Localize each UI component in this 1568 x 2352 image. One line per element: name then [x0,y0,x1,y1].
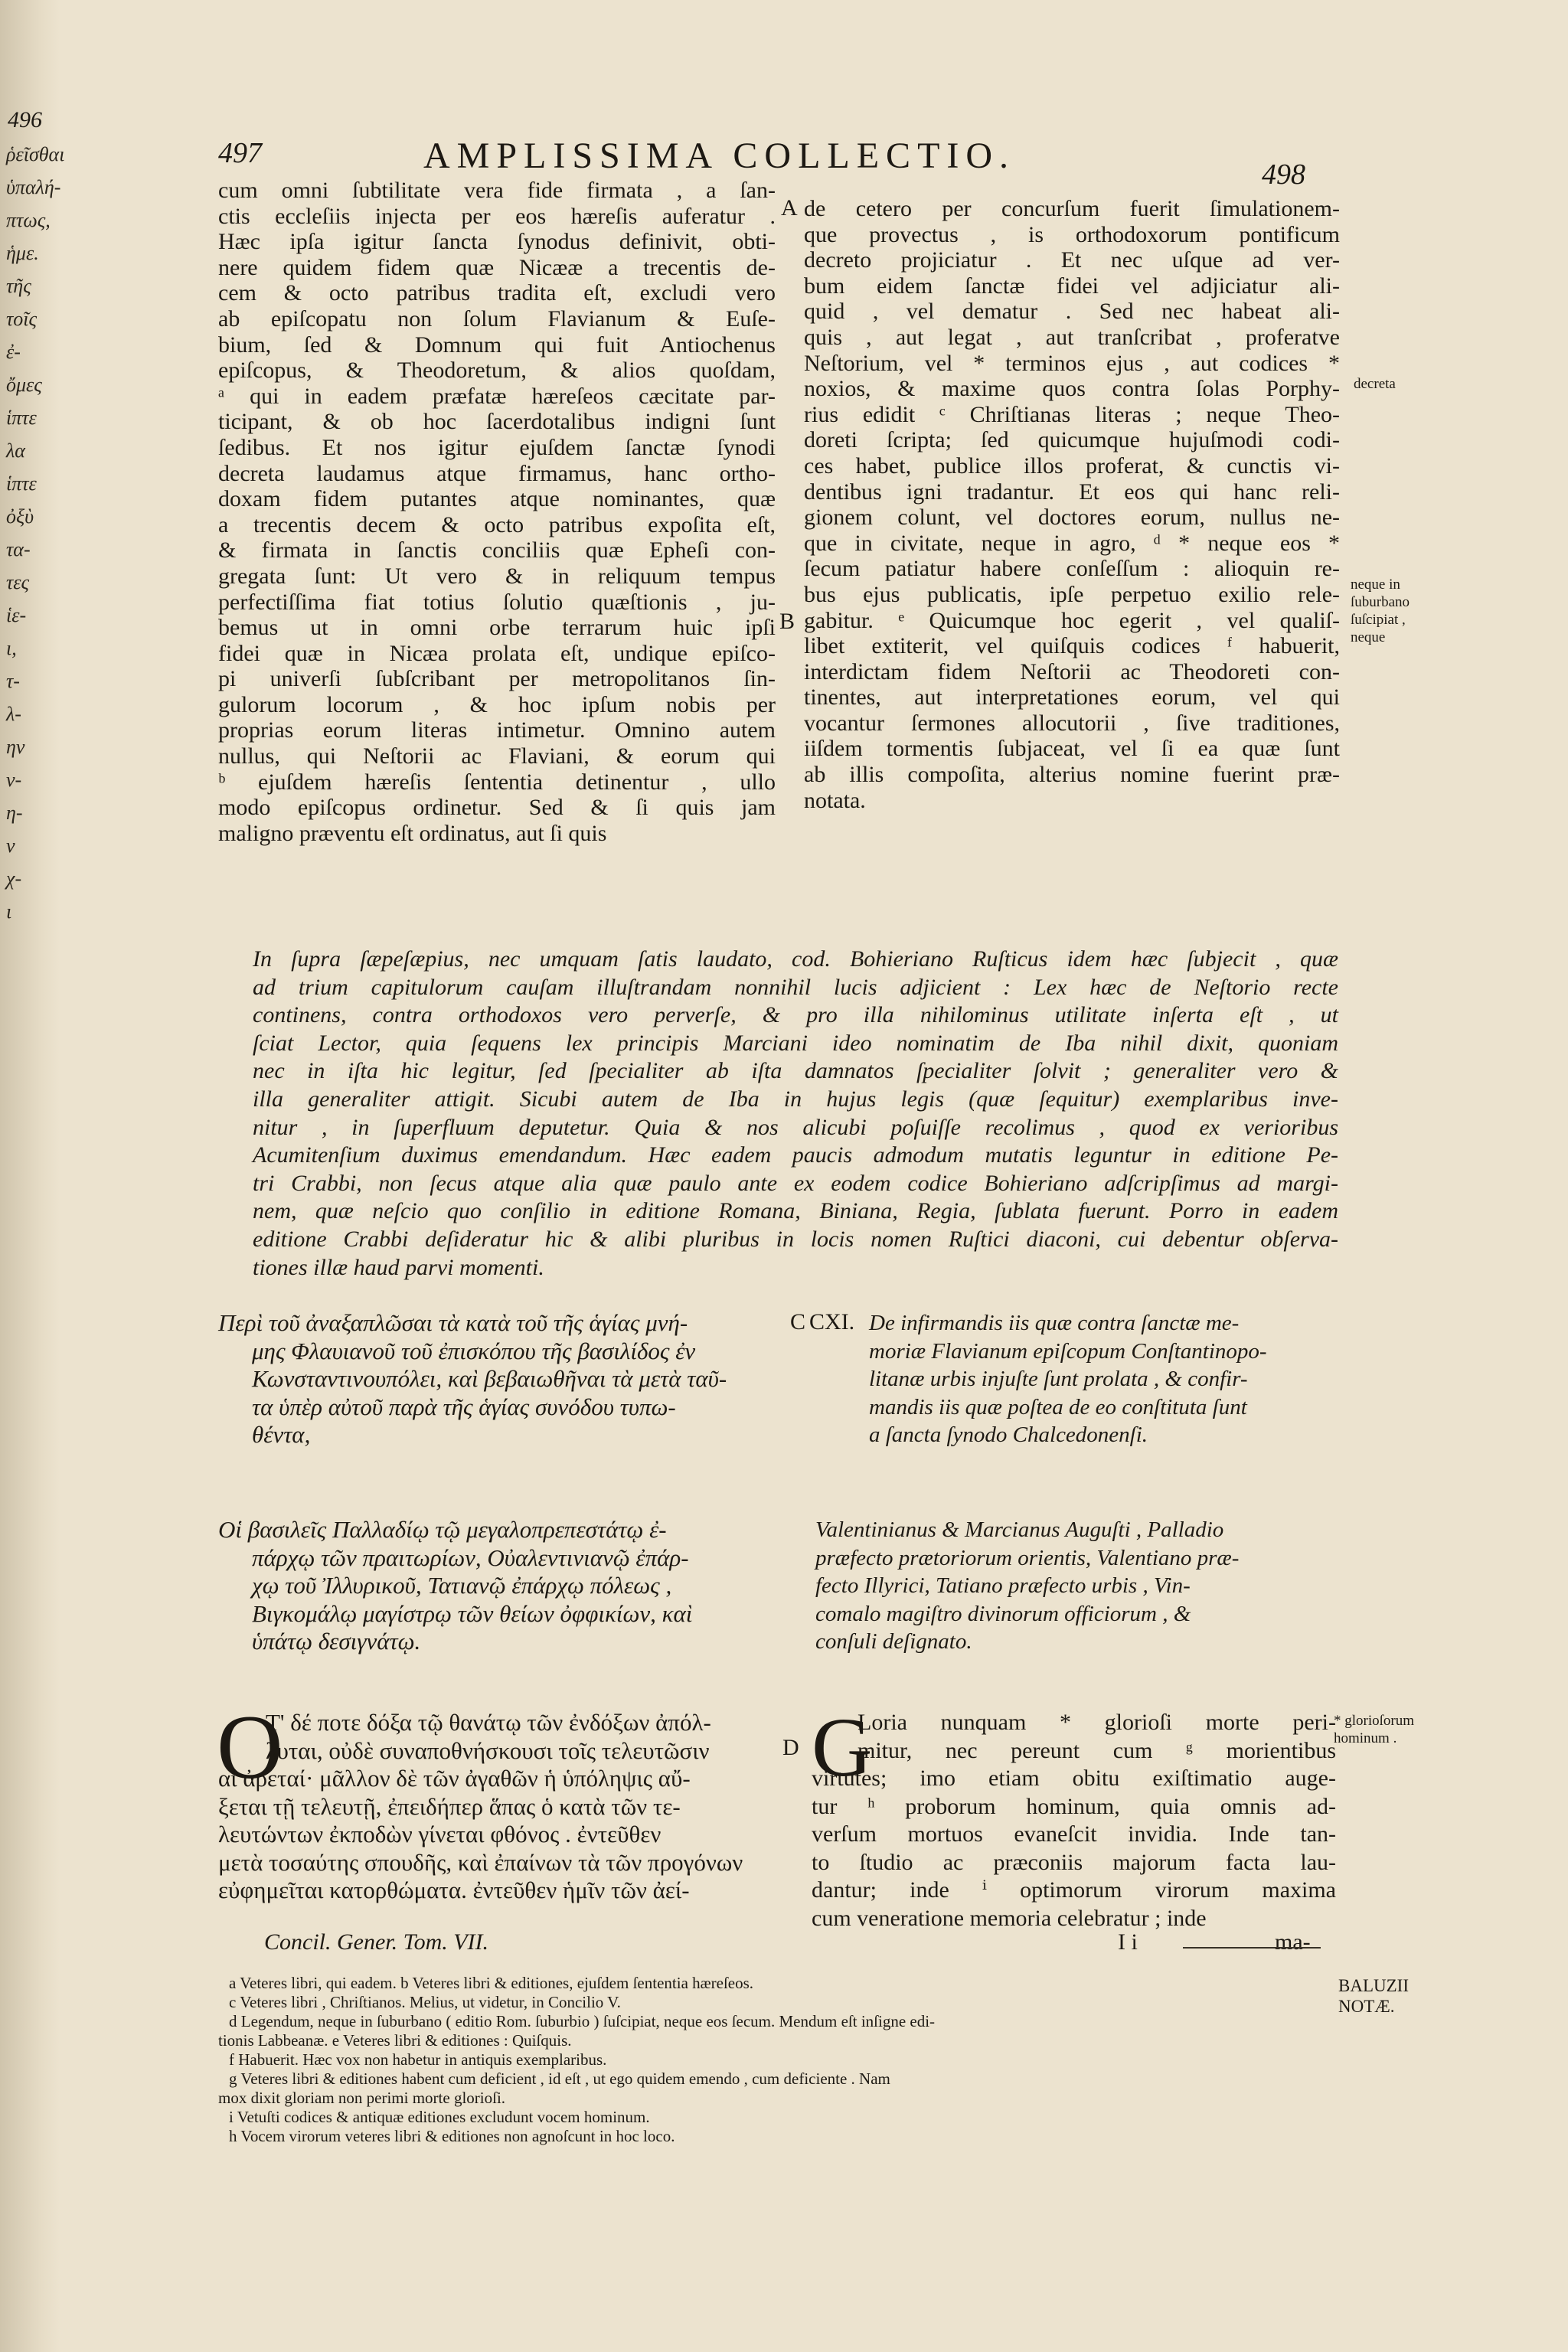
margin-note-line: ſuſcipiat , [1351,612,1406,628]
edict-greek-line: εὐφημεῖται κατορθώματα. ἐντεῦθεν ἡμῖν τῶν ἀεί- [218,1877,690,1903]
edict-latin [812,1700,1336,1932]
prev-fragment-line: τ- [6,670,20,692]
cxi-latin-line: moriæ Flavianum epiſcopum Conſtantinopo- [869,1338,1267,1364]
right-column-line: de cetero per concurſum fuerit ſimulationem- [804,196,1340,221]
right-column-line: interdictam fidem Neſtorii ac Theodoreti con- [804,658,1340,684]
commentary-line: Acumitenſium duximus emendandum. Hæc eadem paucis admodum mutatis leguntur in editione Pe- [253,1142,1338,1168]
edict-latin-line: Loria nunquam * glorioſi morte peri- [858,1710,1336,1735]
prev-fragment-line: ἱε- [6,604,27,626]
prev-fragment-line: ι, [6,637,17,659]
right-column-line: Neſtorium, vel * terminos ejus , aut codices * [804,350,1340,376]
page-number-left: 497 [218,137,262,169]
right-column-line: notata. [804,787,866,813]
commentary-line: tri Crabbi, non ſecus atque alia quæ paulo ante ex eodem codice Bohieriano adſcripſimus ad margi- [253,1170,1338,1196]
prev-fragment-line: ἱπτε [6,407,37,429]
catchword: ma- [1275,1929,1311,1955]
previous-page-number: 496 [8,107,42,132]
commentary-line: editione Crabbi deſideratur hic & alibi pluribus in locis nomen Ruſtici diaconi, cui debentur obſerva- [253,1226,1338,1252]
cxi-greek-line: θέντα, [252,1421,311,1448]
commentary-line: In ſupra ſæpeſæpius, nec umquam ſatis laudato, cod. Bohieriano Ruſticus idem hæc ſubjecit , quæ [253,946,1338,972]
prev-fragment-line: ι [6,900,12,923]
section-letter-c: C [790,1309,806,1334]
commentary-line: illa generaliter attigit. Sicubi autem de Iba in hujus legis (quæ ſequitur) exemplaribus inve- [253,1086,1338,1112]
left-column-line: bium, ſed & Domnum qui fuit Antiochenus [218,332,776,358]
greek-drop-capital: Ο [217,1696,283,1798]
chapter-number: CXI. [809,1309,855,1334]
commentary-line: nitur , in ſuperfluum deputetur. Quia & nos alicubi poſuiſſe recolimus , quod ex verioribus [253,1114,1338,1140]
edict-latin-line: to ſtudio ac præconiis majorum facta lau- [812,1849,1336,1875]
right-column-line: decreto projiciatur . Et nec uſque ad ver- [804,247,1340,273]
text-column-left [218,178,776,846]
baluzii-line: NOTÆ. [1338,1997,1395,2016]
right-column-line: ces habet, publice illos proferat, & cunctis vi- [804,452,1340,479]
signature-mark: I i [1118,1929,1138,1955]
address-latin-line: conſuli deſignato. [815,1629,972,1654]
prev-fragment-line: ἱπτε [6,472,37,495]
edict-latin-line: mitur, nec pereunt cum ᵍ morientibus [858,1737,1336,1763]
prev-fragment-line: ῥεῖσθαι [6,143,65,165]
left-column-line: doxam fidem putantes atque nominantes, quæ [218,486,776,512]
address-greek-line: χῳ τοῦ Ἰλλυρικοῦ, Τατιανῷ ἐπάρχῳ πόλεως , [252,1572,672,1599]
left-column-line: ſedibus. Et nos igitur ejuſdem ſanctæ ſynodi [218,434,776,460]
previous-page-fragments [6,138,65,928]
baluzii-line: BALUZII [1338,1976,1409,1995]
editor-commentary [253,946,1338,1282]
right-column-line: que provectus , is orthodoxorum pontificum [804,221,1340,247]
left-column-line: Hæc ipſa igitur ſancta ſynodus definivit, obti- [218,229,776,255]
commentary-line: nem, quæ neſcio quo conſilio in editione Romana, Biniana, Regia, ſublata fuerunt. Porro in eadem [253,1198,1338,1224]
right-column-line: iiſdem tormentis ſubjaceat, vel ſi ea quæ ſunt [804,736,1340,762]
right-column-line: doreti ſcripta; ſed quicumque hujuſmodi codi- [804,427,1340,453]
left-column-line: nere quidem fidem quæ Nicææ a trecentis de- [218,254,776,280]
address-latin-line: Valentinianus & Marcianus Auguſti , Palladio [815,1517,1224,1542]
edict-greek-line: ξεται τῇ τελευτῇ, ἐπειδήπερ ἅπας ὁ κατὰ τῶν τε- [218,1792,681,1820]
prev-fragment-line: ην [6,736,25,758]
prev-fragment-line: τοῖς [6,308,38,330]
edict-latin-line: verſum mortuos evaneſcit invidia. Inde tan- [812,1821,1336,1847]
left-column-line: cem & octo patribus tradita eſt, excludi vero [218,280,776,306]
prev-fragment-line: η- [6,802,23,824]
footnotes [218,1974,1328,2146]
right-column-line: tinentes, aut interpretationes eorum, vel qui [804,684,1340,710]
address-greek-line: πάρχῳ τῶν πραιτωρίων, Οὐαλεντινιανῷ ἐπάρ- [252,1544,689,1571]
cxi-greek-line: τα ὑπὲρ αὐτοῦ παρὰ τῆς ἁγίας συνόδου τυπω- [252,1393,676,1420]
address-latin-line: fecto Illyrici, Tatiano præfecto urbis , Vin- [815,1573,1191,1598]
prev-fragment-line: τα- [6,538,31,560]
right-column-line: gabitur. ᵉ Quicumque hoc egerit , vel qualiſ- [804,607,1340,633]
edict-greek [217,1696,743,1905]
baluzii-notae-label [1338,1975,1409,2017]
prev-fragment-line: ὑπαλή- [6,176,61,198]
prev-fragment-line: λα [6,439,25,462]
prev-fragment-line: ν [6,835,15,857]
left-column-line: ᵇ ejuſdem hæreſis ſententia detinentur , ullo [218,769,776,795]
prev-fragment-line: ἡμε. [6,242,39,264]
edict-latin-line: tur ʰ proborum hominum, quia omnis ad- [812,1793,1336,1819]
right-column-line: que in civitate, neque in agro, ᵈ * neque eos * [804,530,1340,556]
cxi-greek-line: Κωνσταντινουπόλει, καὶ βεβαιωθῆναι τὰ μετὰ ταῦ- [252,1365,727,1392]
cxi-latin-heading [869,1309,1267,1449]
footnote-line: f Habuerit. Hæc vox non habetur in antiquis exemplaribus. [229,2050,607,2069]
margin-note-decreta: decreta [1354,376,1396,392]
margin-note-gloriosorum [1334,1712,1414,1747]
address-latin-line: præfecto prætoriorum orientis, Valentiano præ- [815,1545,1240,1570]
prev-fragment-line: ὄμες [6,374,42,396]
left-column-line: decreta laudamus atque firmamus, hanc ortho- [218,460,776,486]
right-column-line: quid , vel dematur . Sed nec habeat ali- [804,299,1340,325]
section-letter-d: D [782,1735,799,1760]
commentary-line: nec in iſta hic legitur, ſed ſpecialiter ab iſta damnatos ſpecialiter ſolvit ; generaliter vero & [253,1058,1338,1084]
edict-greek-line: Τ' δέ ποτε δόξα τῷ θανάτῳ τῶν ἐνδόξων ἀπόλ- [266,1709,711,1736]
cxi-latin-line: a ſancta ſynodo Chalcedonenſi. [869,1423,1148,1447]
left-column-line: proprias eorum literas intimetur. Omnino autem [218,717,776,743]
address-greek-line: Οἱ βασιλεῖς Παλλαδίῳ τῷ μεγαλοπρεπεστάτῳ ἐ- [218,1516,667,1543]
edict-greek-line: λευτώντων ἐκποδὼν γίνεται φθόνος . ἐντεῦθεν [218,1821,662,1847]
left-column-line: ctis eccleſiis injecta per eos hæreſis auferatur . [218,203,776,229]
cxi-greek-heading [218,1309,727,1449]
section-letter-a: A [781,195,798,220]
left-column-line: gregata ſunt: Ut vero & in reliquum tempus [218,563,776,589]
prev-fragment-line: τες [6,571,30,593]
right-column-line: gionem colunt, vel doctores eorum, nullus ne- [804,505,1340,531]
cxi-latin-line: litanæ urbis injuſte ſunt prolata , & confir- [869,1367,1248,1391]
right-column-line: ſecum patiatur habere conſeſſum : alioquin re- [804,556,1340,582]
right-column-line: bum eidem ſanctæ fidei vel adjiciatur ali- [804,273,1340,299]
commentary-line: tiones illæ haud parvi momenti. [253,1254,544,1280]
right-column-line: dentibus igni tradantur. Et eos qui hanc reli- [804,479,1340,505]
prev-fragment-line: χ- [6,867,22,890]
footnote-line: h Vocem virorum veteres libri & editiones non agnoſcunt in hoc loco. [229,2127,675,2145]
edict-greek-line: λυται, οὐδὲ συναποθνήσκουσι τοῖς τελευτῶσιν [266,1736,710,1764]
right-column-line: libet extiterit, vel quiſquis codices ᶠ habuerit, [804,633,1340,659]
footnote-line: d Legendum, neque in ſuburbano ( editio Rom. ſuburbio ) ſuſcipiat, neque eos ſecum. Mendum eſt inſigne edi- [229,2012,936,2030]
right-column-line: rius edidit ᶜ Chriſtianas literas ; neque Theo- [804,401,1340,427]
edict-latin-line: virtutes; imo etiam obitu exiſtimatio auge- [812,1766,1336,1791]
right-column-line: noxios, & maxime quos contra ſolas Porphy- [804,376,1340,402]
address-greek-line: ὑπάτῳ δεσιγνάτῳ. [252,1628,421,1655]
left-column-line: ab epiſcopatu non ſolum Flavianum & Euſe- [218,305,776,332]
right-column-line: quis , aut legat , aut tranſcribat , proferatve [804,324,1340,350]
left-column-line: & firmata in ſanctis conciliis quæ Epheſi con- [218,537,776,564]
commentary-line: ad trium capitulorum cauſam illuſtrandam nonnihil lucis adjicient : Lex hæc de Neſtorio recte [253,974,1338,1000]
latin-drop-capital: G [812,1700,873,1794]
cxi-greek-line: Περὶ τοῦ ἀναξαπλῶσαι τὰ κατὰ τοῦ τῆς ἁγίας μνή- [218,1309,688,1336]
prev-fragment-line: ἐ- [6,341,21,363]
left-column-line: epiſcopus, & Theodoretum, & alios quoſdam, [218,358,776,384]
footnote-line: a Veteres libri, qui eadem. b Veteres libri & editiones, ejuſdem ſententia hæreſeos. [229,1974,754,1992]
edict-greek-line: μετὰ τοσαύτης σπουδῆς, καὶ ἐπαίνων τὰ τῶν προγόνων [218,1848,743,1876]
address-greek [218,1516,692,1656]
left-column-line: ᵃ qui in eadem præfatæ hæreſeos cæcitate par- [218,383,776,409]
margin-note-line: neque in [1351,577,1400,593]
text-column-right [804,196,1340,813]
commentary-line: continens, contra orthodoxos vero perverſe, & pro illa nihilominus utilitate inſerta eſt , ut [253,1002,1338,1028]
section-letter-b: B [779,609,795,634]
address-latin [815,1516,1239,1656]
right-column-line: ab illis compoſita, alterius nomine fuerint præ- [804,762,1340,788]
left-column-line: bemus ut in omni orbe terrarum huic ipſi [218,615,776,641]
left-column-line: pi univerſi ſubſcribant per metropolitanos ſin- [218,666,776,692]
prev-fragment-line: ὀξὺ [6,505,34,528]
edict-end-rule [1183,1947,1321,1949]
footnote-line: tionis Labbeanæ. e Veteres libri & editiones : Quiſquis. [218,2031,572,2050]
commentary-line: ſciat Lector, quia ſequens lex principis Marciani ideo nominatim de Iba nihil dixit, quoniam [253,1030,1338,1056]
edict-latin-line: cum veneratione memoria celebratur ; inde [812,1905,1207,1931]
left-column-line: maligno præventu eſt ordinatus, aut ſi quis [218,820,607,846]
left-column-line: nullus, qui Neſtorii ac Flaviani, & eorum qui [218,743,776,769]
running-title: AMPLISSIMA COLLECTIO. [423,136,1016,176]
prev-fragment-line: λ- [6,703,21,725]
signature-line: Concil. Gener. Tom. VII. [264,1929,489,1955]
prev-fragment-line: πτως, [6,209,51,231]
footnote-line: g Veteres libri & editiones habent cum deficient , id eſt , ut ego quidem emendo , cum deficiente . Nam [229,2069,890,2088]
margin-note-neque-in [1351,576,1410,646]
page-number-right: 498 [1262,158,1305,191]
right-column-line: vocantur ſermones allocutorii , ſive traditiones, [804,710,1340,736]
cxi-greek-line: μης Φλαυιανοῦ τοῦ ἐπισκόπου τῆς βασιλίδος ἐν [252,1337,696,1364]
right-column-line: bus ejus publicatis, ipſe perpetuo exilio rele- [804,581,1340,607]
margin-note-line: neque [1351,629,1386,645]
left-column-line: perfectiſſima fiat totius ſolutio quæſtionis , ju- [218,589,776,615]
left-column-line: gulorum locorum , & hoc ipſum nobis per [218,691,776,717]
cxi-latin-line: mandis iis quæ poſtea de eo conſtituta ſunt [869,1394,1247,1419]
footnote-line: c Veteres libri , Chriſtianos. Melius, ut videtur, in Concilio V. [229,1993,621,2011]
edict-latin-line: dantur; inde ⁱ optimorum virorum maxima [812,1877,1336,1903]
footnote-line: mox dixit gloriam non perimi morte glorioſi. [218,2089,506,2107]
address-latin-line: comalo magiſtro divinorum officiorum , & [815,1601,1191,1626]
left-column-line: fidei quæ in Nicæa prolata eſt, undique epiſco- [218,640,776,666]
edict-greek-line: αἱ ἀρεταί· μᾶλλον δὲ τῶν ἀγαθῶν ἡ ὑπόληψις αὔ- [218,1765,691,1792]
left-column-line: cum omni ſubtilitate vera fide firmata , a ſan- [218,178,776,203]
footnote-line: i Vetuſti codices & antiquæ editiones excludunt vocem hominum. [229,2108,650,2126]
margin-note-line: * glorioſorum [1334,1713,1415,1729]
left-column-line: modo epiſcopus ordinetur. Sed & ſi quis jam [218,795,776,821]
prev-fragment-line: τῆς [6,275,31,297]
margin-note-line: hominum . [1334,1730,1397,1746]
address-greek-line: Βιγκομάλῳ μαγίστρῳ τῶν θείων ὀφφικίων, καὶ [252,1599,693,1627]
margin-note-line: ſuburbano [1351,594,1410,610]
cxi-latin-line: De infirmandis iis quæ contra ſanctæ me- [869,1311,1240,1335]
prev-fragment-line: ν- [6,769,22,791]
left-column-line: ticipant, & ob hoc ſacerdotalibus indigni ſunt [218,409,776,435]
left-column-line: a trecentis decem & octo patribus expoſita eſt, [218,511,776,537]
